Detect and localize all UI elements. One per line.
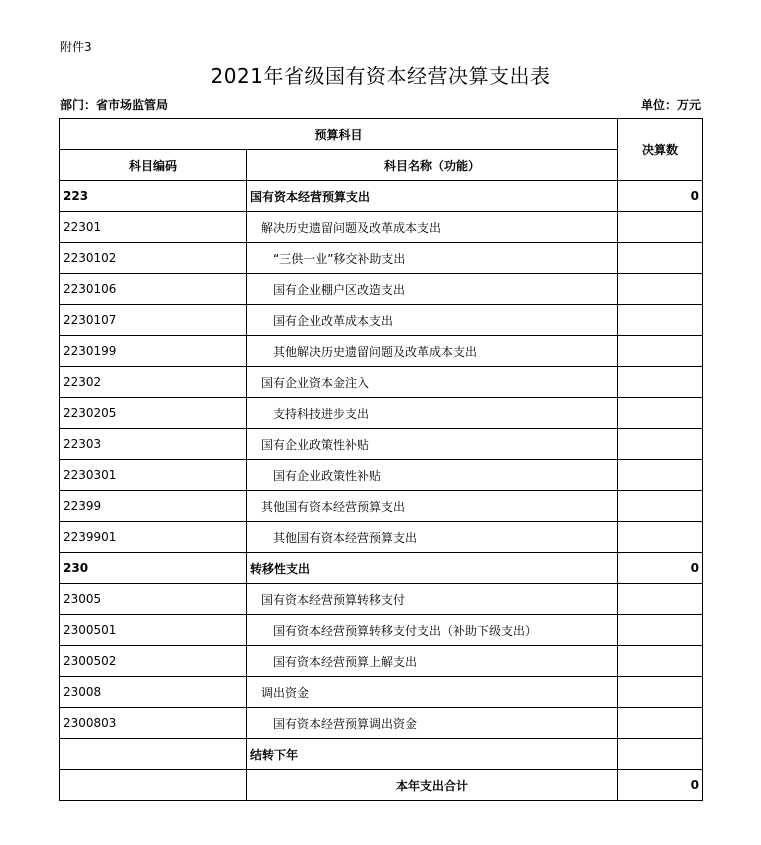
row-code: 2300803 [60, 708, 247, 739]
header-final-amount: 决算数 [618, 119, 703, 181]
row-code: 2230107 [60, 305, 247, 336]
row-code: 22399 [60, 491, 247, 522]
row-name: 本年支出合计 [247, 770, 618, 801]
row-code [60, 770, 247, 801]
row-amount [618, 336, 703, 367]
row-amount [618, 460, 703, 491]
row-name: 国有资本经营预算转移支付 [247, 584, 618, 615]
row-amount [618, 522, 703, 553]
row-name: 结转下年 [247, 739, 618, 770]
header-name: 科目名称（功能） [247, 150, 618, 181]
department-label: 部门：省市场监管局 [60, 98, 169, 112]
row-name: 其他国有资本经营预算支出 [247, 491, 618, 522]
row-code: 22303 [60, 429, 247, 460]
row-code: 2230106 [60, 274, 247, 305]
row-amount [618, 739, 703, 770]
row-name: 国有资本经营预算支出 [247, 181, 618, 212]
row-name: 解决历史遗留问题及改革成本支出 [247, 212, 618, 243]
row-code: 2300501 [60, 615, 247, 646]
row-code: 23005 [60, 584, 247, 615]
row-name: 其他解决历史遗留问题及改革成本支出 [247, 336, 618, 367]
table-row [60, 646, 703, 677]
table-row [60, 181, 703, 212]
row-name: 调出资金 [247, 677, 618, 708]
row-amount [618, 305, 703, 336]
row-amount [618, 491, 703, 522]
row-code: 2300502 [60, 646, 247, 677]
table-row [60, 770, 703, 801]
row-amount [618, 398, 703, 429]
row-amount [618, 367, 703, 398]
row-code: 22301 [60, 212, 247, 243]
header-budget-subject: 预算科目 [60, 119, 618, 150]
row-amount: 0 [618, 181, 703, 212]
table-body [60, 181, 703, 801]
row-name: 国有资本经营预算转移支付支出（补助下级支出） [247, 615, 618, 646]
expenditure-table [59, 118, 703, 801]
row-name: 国有企业棚户区改造支出 [247, 274, 618, 305]
row-name: 国有企业政策性补贴 [247, 460, 618, 491]
table-row [60, 708, 703, 739]
row-name: 国有企业改革成本支出 [247, 305, 618, 336]
row-name: 国有企业政策性补贴 [247, 429, 618, 460]
row-code: 223 [60, 181, 247, 212]
table-row [60, 615, 703, 646]
row-amount [618, 584, 703, 615]
row-name: “三供一业”移交补助支出 [247, 243, 618, 274]
row-amount [618, 243, 703, 274]
row-code: 2239901 [60, 522, 247, 553]
table-row [60, 584, 703, 615]
table-row [60, 739, 703, 770]
row-code: 2230205 [60, 398, 247, 429]
table-row [60, 243, 703, 274]
header-code: 科目编码 [60, 150, 247, 181]
table-row [60, 553, 703, 584]
row-code: 2230199 [60, 336, 247, 367]
row-name: 国有资本经营预算上解支出 [247, 646, 618, 677]
table-row [60, 274, 703, 305]
row-code [60, 739, 247, 770]
row-name: 转移性支出 [247, 553, 618, 584]
table-row [60, 305, 703, 336]
row-code: 23008 [60, 677, 247, 708]
row-amount [618, 677, 703, 708]
row-amount: 0 [618, 770, 703, 801]
table-row [60, 677, 703, 708]
table-row [60, 460, 703, 491]
row-amount [618, 646, 703, 677]
table-row [60, 429, 703, 460]
row-name: 支持科技进步支出 [247, 398, 618, 429]
table-row [60, 367, 703, 398]
row-amount [618, 708, 703, 739]
table-row [60, 212, 703, 243]
table-row [60, 398, 703, 429]
row-name: 其他国有资本经营预算支出 [247, 522, 618, 553]
row-code: 22302 [60, 367, 247, 398]
row-amount [618, 274, 703, 305]
row-name: 国有资本经营预算调出资金 [247, 708, 618, 739]
row-name: 国有企业资本金注入 [247, 367, 618, 398]
table-row [60, 336, 703, 367]
header-row-1 [60, 119, 703, 150]
row-amount [618, 212, 703, 243]
row-code: 2230102 [60, 243, 247, 274]
header-row-2 [60, 150, 703, 181]
page-title: 2021年省级国有资本经营决算支出表 [210, 64, 551, 88]
table-row [60, 491, 703, 522]
attachment-label: 附件3 [60, 40, 92, 54]
row-code: 230 [60, 553, 247, 584]
row-amount: 0 [618, 553, 703, 584]
row-amount [618, 429, 703, 460]
row-amount [618, 615, 703, 646]
unit-label: 单位：万元 [640, 98, 701, 112]
row-code: 2230301 [60, 460, 247, 491]
table-row [60, 522, 703, 553]
